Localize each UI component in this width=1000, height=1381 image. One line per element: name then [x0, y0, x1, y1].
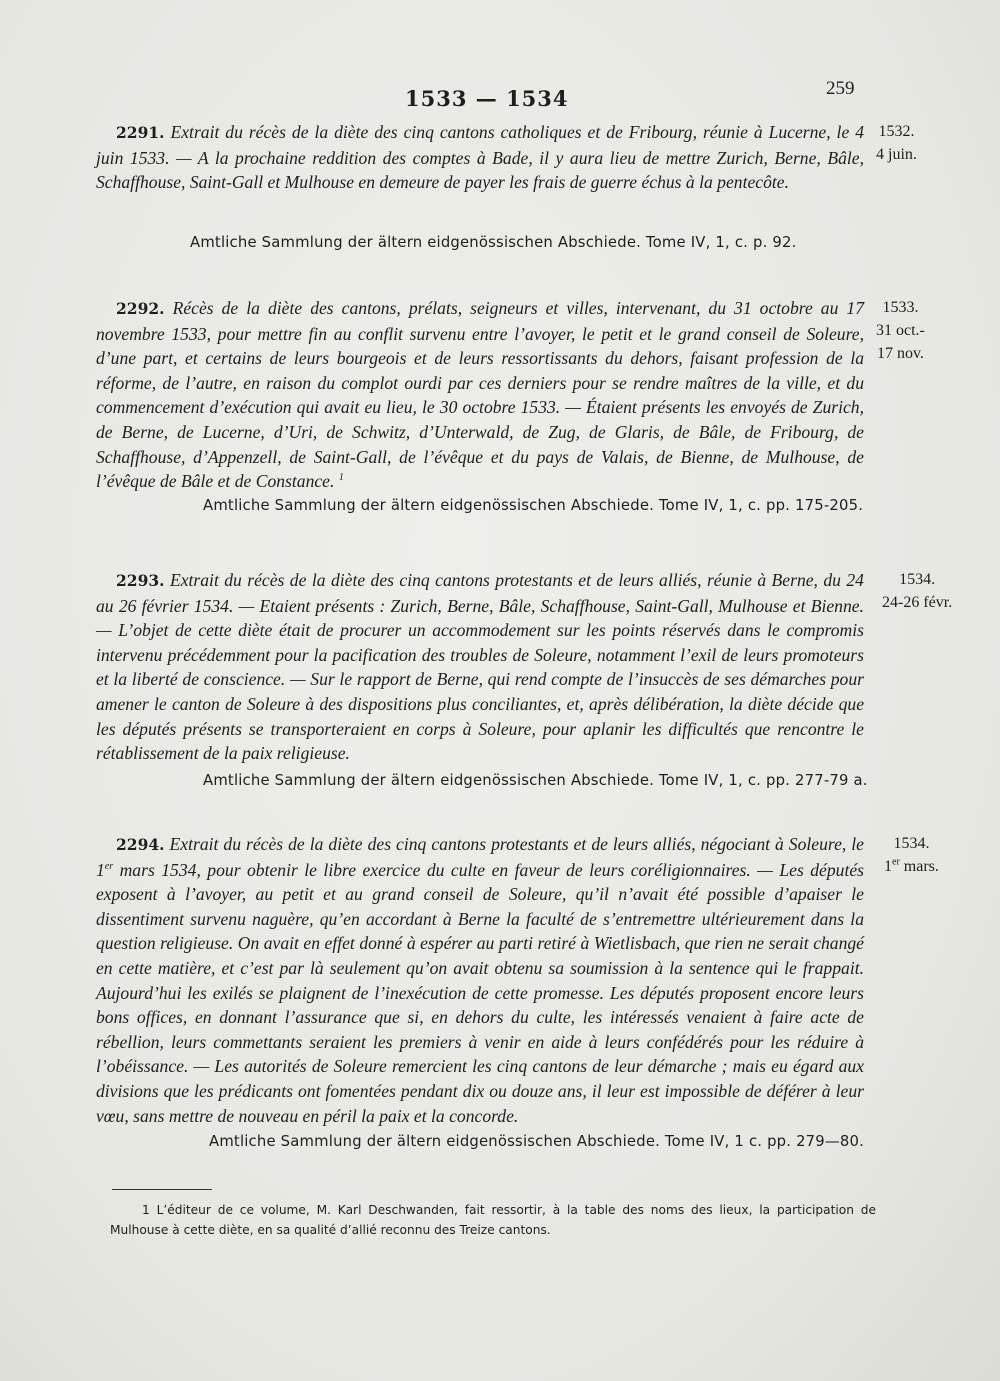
entry-text: Extrait du récès de la diète des cinq cantons protestants et de leurs alliés, réunie à Berne, du 24 au 26 février 1534. — Etaient présents : Zurich, Berne, Bâle, Schaffhouse, Saint-Gall, Mulhouse et Bienne. — L’objet de cette diète était de procurer un accommodement sur les points réservés dans le compromis intervenu précédemment pour la pacification des troubles de Soleure, notamment l’exil de leurs promoteurs et la liberté de conscience. — Sur le rapport de Berne, qui rend compte de l’insuccès de ses démarches pour amener le canton de Soleure à des dispositions plus conciliantes, et, après délibération, la diète décide que les députés présents se transporteraient en corps à Soleure, pour aplanir les difficultés que rencontre le rétablissement de la paix religieuse. [96, 570, 864, 764]
date-day-number: 1 [884, 858, 892, 875]
date-day: 17 nov. [876, 345, 924, 362]
running-header-years: 1533 — 1534 [405, 86, 569, 111]
footnote-mark: 1 [142, 1203, 150, 1217]
entry-number: 2291. [116, 123, 165, 142]
margin-date-2293 [882, 568, 952, 614]
entry-text: Extrait du récès de la diète des cinq cantons catholiques et de Fribourg, réunie à Lucerne, le 4 juin 1533. — A la prochaine reddition des comptes à Bade, il y aura lieu de mettre Zurich, Berne, Bâle, Schaffhouse, Saint-Gall et Mulhouse en demeure de payer les frais de guerre échus à la pentecôte. [96, 122, 864, 193]
date-year: 1533. [882, 299, 919, 316]
footnote-reference-mark[interactable]: 1 [338, 472, 344, 484]
entry-reference: Amtliche Sammlung der ältern eidgenössischen Abschiede. Tome IV, 1, c. pp. 277-79 a. [203, 772, 868, 789]
entry-text: Récès de la diète des cantons, prélats, seigneurs et villes, intervenant, du 31 octobre au 17 novembre 1533, pour mettre fin au conflit survenu entre l’avoyer, le petit et le grand conseil de Soleure, d’une part, et certains de leurs bourgeois et de leurs ressortissants du dehors, faisant profession de la réforme, de l’autre, en raison du complot ourdi par ces derniers pour se rendre maîtres de la ville, et du commencement d’exécution qui avait eu lieu, le 30 octobre 1533. — Étaient présents les envoyés de Zurich, de Berne, de Lucerne, d’Uri, de Schwitz, d’Unterwald, de Zug, de Glaris, de Bâle, de Fribourg, de Schaffhouse, d’Appenzell, de Saint-Gall, de l’évêque et du pays de Valais, de Bienne, de Mulhouse, de l’évêque de Bâle et de Constance. [96, 298, 864, 492]
footnote-text: L’éditeur de ce volume, M. Karl Deschwanden, fait ressortir, à la table des noms des lieux, la participation de Mulhouse à cette diète, en sa qualité d’allié reconnu des Treize cantons. [110, 1203, 877, 1237]
entry-2294 [96, 832, 864, 1128]
entry-2293 [96, 568, 864, 766]
entry-number: 2294. [116, 835, 165, 854]
page-number: 259 [826, 78, 855, 99]
entry-2292 [96, 296, 864, 494]
footnote-divider [112, 1189, 212, 1190]
entry-text-cont: mars 1534, pour obtenir le libre exercice du culte en faveur de leurs coréligionnaires. — Les députés exposent à l’avoyer, au petit et au grand conseil de Soleure, qu’il n’avait été possible d’apaiser le dissentiment survenu naguère, qu’en accordant à Berne la faculté de s’entremettre ultérieurement dans la question religieuse. On avait en effet donné à espérer au parti retiré à Wietlisbach, que rien ne serait changé en cette matière, et c’est par là seulement qu’on avait obtenu sa soumission à la sentence qui le frappait. Aujourd’hui les exilés se plaignent de l’inexécution de cette promesse. Les députés proposent encore leurs bons offices, en donnant l’assurance que si, en dehors du culte, les intéressés venaient à faire acte de rébellion, leurs commettants seraient les premiers à venir en aide à leurs confédérés pour les réduire à l’obéissance. — Les autorités de Soleure remercient les cinq cantons de leur démarche ; mais eu égard aux divisions que les prédicants ont fomentées pendant dix ou douze ans, il leur est impossible de déférer à leur vœu, sans mettre de nouveau en péril la paix et la concorde. [96, 859, 864, 1126]
margin-date-2291 [876, 120, 917, 166]
date-year: 1532. [878, 123, 915, 140]
date-day-month: mars. [899, 858, 939, 875]
margin-date-2292 [876, 296, 925, 365]
date-year: 1534. [893, 835, 930, 852]
margin-date-2294 [884, 832, 939, 878]
entry-2291 [96, 120, 864, 195]
ordinal-superscript: er [892, 856, 900, 868]
entry-number: 2292. [116, 299, 165, 318]
footnote [110, 1200, 876, 1240]
date-day: 4 juin. [876, 146, 917, 163]
ordinal-superscript: er [104, 860, 114, 872]
entry-reference: Amtliche Sammlung der ältern eidgenössischen Abschiede. Tome IV, 1, c. p. 92. [190, 234, 797, 251]
date-day [884, 855, 939, 878]
date-day: 24-26 févr. [882, 594, 953, 611]
entry-reference: Amtliche Sammlung der ältern eidgenössischen Abschiede. Tome IV, 1 c. pp. 279—80. [209, 1133, 865, 1150]
entry-number: 2293. [116, 571, 165, 590]
date-year: 1534. [899, 571, 936, 588]
entry-text: Extrait du récès de la diète des cinq cantons protestants et de leurs alliés, négociant à Soleure, le 1 [96, 834, 864, 880]
date-day: 31 oct.- [876, 322, 925, 339]
entry-reference: Amtliche Sammlung der ältern eidgenössischen Abschiede. Tome IV, 1, c. pp. 175-205. [203, 497, 864, 514]
